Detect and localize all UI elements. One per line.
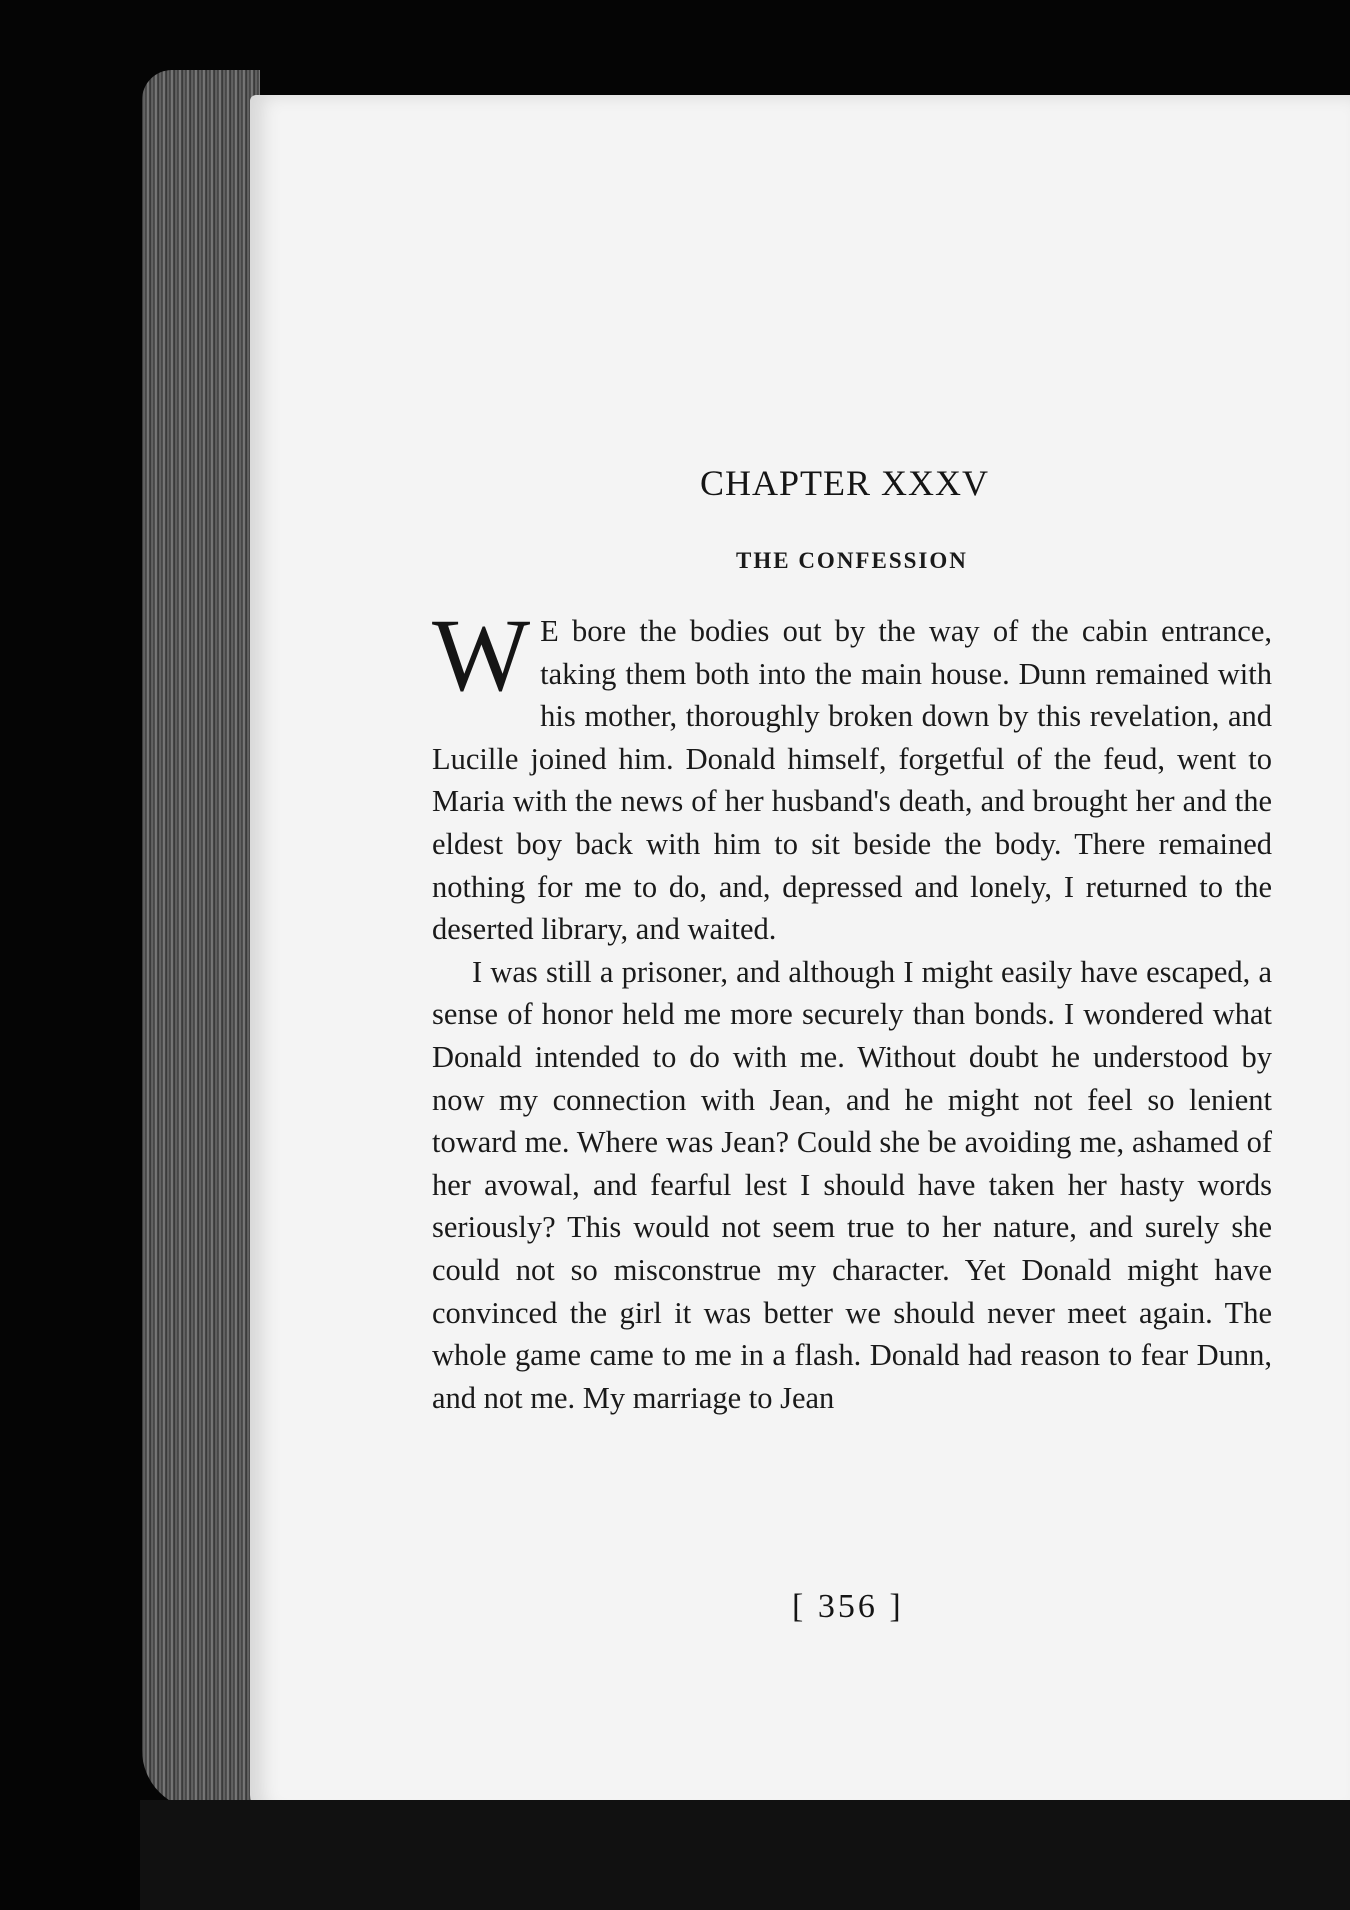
chapter-title: CHAPTER XXXV bbox=[700, 463, 990, 503]
paragraph-2: I was still a prisoner, and although I might easily have escaped, a sense of honor held me more securely than bonds. I wondered what Donald intended to do with me. Without doubt he understood by now my connection with Jean, and he might not feel so lenient toward me. Where was Jean? Could she be avoiding me, ashamed of her avowal, and fearful lest I should have taken her hasty words seriously? This would not seem true to her nature, and surely she could not so misconstrue my character. Yet Donald might have convinced the girl it was better we should never meet again. The whole game came to me in a flash. Donald had reason to fear Dunn, and not me. My marriage to Jean bbox=[432, 954, 1272, 1415]
page-number: [ 356 ] bbox=[792, 1588, 904, 1625]
drop-cap: W bbox=[432, 598, 531, 713]
paragraph-1 bbox=[432, 598, 1272, 951]
paragraph-1-text: E bore the bodies out by the way of the cabin entrance, taking them both into the main house. Dunn remained with his mother, thoroughly broken down by this revelation, and Lucille joined him. Donald himself, forgetful of the feud, went to Maria with the news of her husband's death, and brought her and the eldest boy back with him to sit beside the body. There remained nothing for me to do, and, depressed and lonely, I returned to the deserted library, and waited. bbox=[432, 614, 1272, 947]
table-shadow bbox=[140, 1800, 1350, 1910]
book-page-edges bbox=[142, 70, 260, 1810]
chapter-body bbox=[432, 598, 1272, 1419]
chapter-subtitle: THE CONFESSION bbox=[736, 548, 968, 573]
